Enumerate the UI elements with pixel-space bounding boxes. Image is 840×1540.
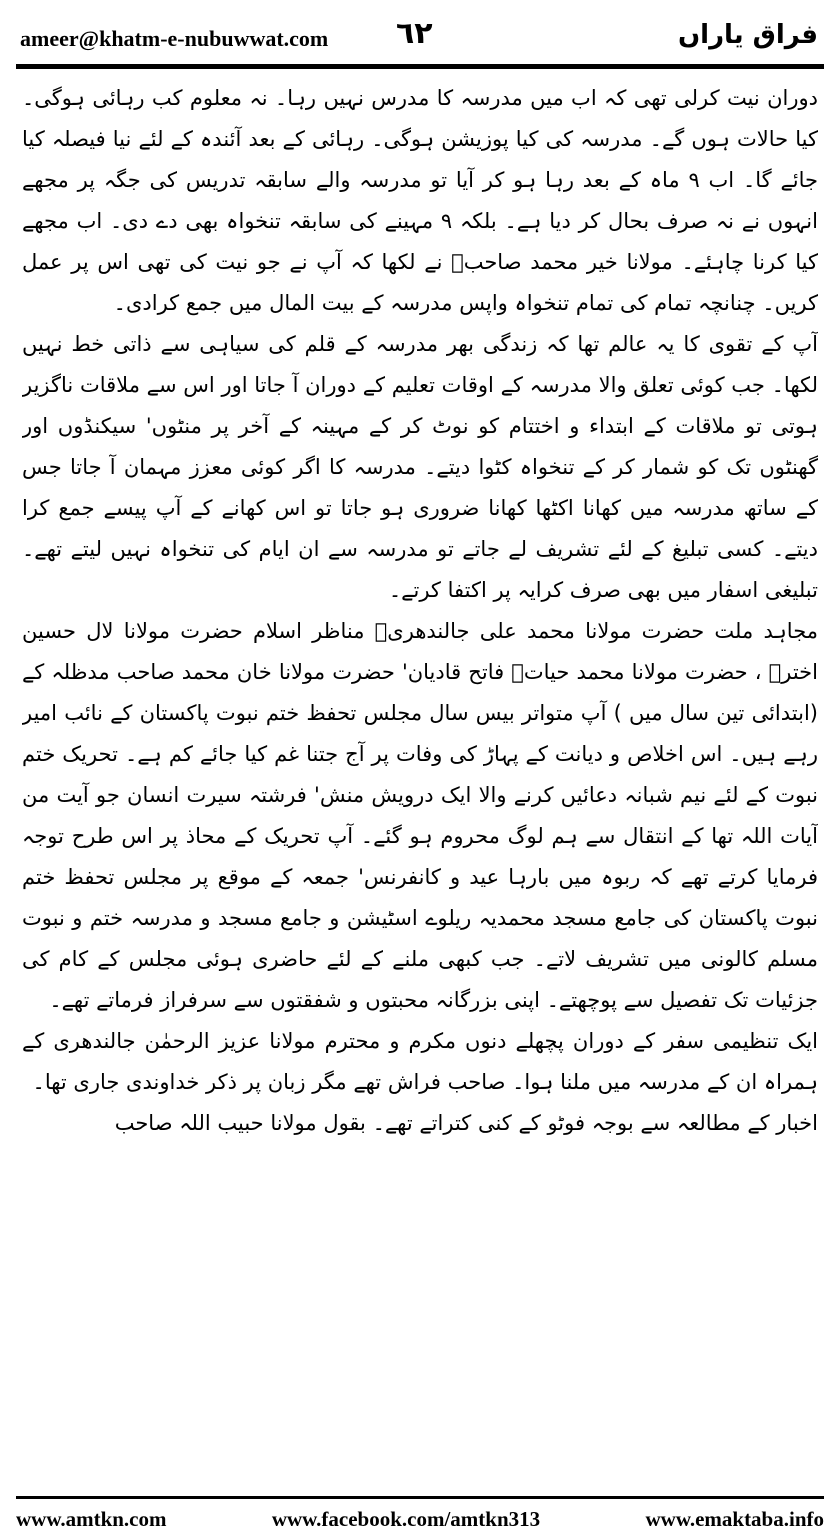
paragraph-4: ایک تنظیمی سفر کے دوران پچھلے دنوں مکرم و محترم مولانا عزیز الرحمٰن جالندھری کے ہمراہ ان کے مدرسہ میں ملنا ہوا۔ صاحب فراش تھے مگر زبان پر ذکر خداوندی جاری تھا۔ — [22, 1029, 818, 1094]
footer-link-amtkn[interactable]: www.amtkn.com — [16, 1506, 167, 1531]
header-divider — [16, 64, 824, 69]
header-email[interactable]: ameer@khatm-e-nubuwwat.com — [20, 26, 329, 51]
page-header — [16, 14, 824, 60]
page-footer — [16, 1502, 824, 1536]
paragraph-2: آپ کے تقوی کا یہ عالم تھا کہ زندگی بھر مدرسہ کے قلم کی سیاہی سے ذاتی خط نہیں لکھا۔ جب کوئی تعلق والا مدرسہ کے اوقات تعلیم کے دوران آ جاتا اور اس سے ملاقات ناگزیر ہوتی تو ملاقات کے ابتداء و اختتام کو نوٹ کر کے مہینہ کے آخر پر منٹوں' سیکنڈوں اور گھنٹوں تک کو شمار کر کے تنخواہ کٹوا دیتے۔ مدرسہ کا اگر کوئی معزز مہمان آ جاتا جس کے ساتھ مدرسہ میں کھانا اکٹھا کھانا ضروری ہو جاتا تو اس کھانے کے آپ پیسے جمع کرا دیتے۔ کسی تبلیغ کے لئے تشریف لے جاتے تو مدرسہ سے ان ایام کی تنخواہ نہیں لیتے تھے۔ تبلیغی اسفار میں بھی صرف کرایہ پر اکتفا کرتے۔ — [22, 332, 818, 602]
page-body — [22, 78, 818, 1488]
page-number: ٦٢ — [396, 16, 433, 51]
footer-link-facebook[interactable]: www.facebook.com/amtkn313 — [271, 1506, 541, 1531]
footer-link-emaktaba[interactable]: www.emaktaba.info — [645, 1506, 824, 1531]
book-title: فراق یاراں — [677, 20, 818, 50]
footer-divider — [16, 1496, 824, 1499]
paragraph-3: مجاہد ملت حضرت مولانا محمد علی جالندھریؒ مناظر اسلام حضرت مولانا لال حسین اخترؒ ، حضرت مولانا محمد حیاتؒ فاتح قادیان' حضرت مولانا خان محمد صاحب مدظلہ کے (ابتدائی تین سال میں ) آپ متواتر بیس سال مجلس تحفظ ختم نبوت پاکستان کے نائب امیر رہے ہیں۔ اس اخلاص و دیانت کے پہاڑ کی وفات پر آج جتنا غم کیا جائے کم ہے۔ تحریک ختم نبوت کے لئے نیم شبانہ دعائیں کرنے والا ایک درویش منش' فرشتہ سیرت انسان جو آیت من آیات اللہ تھا کے انتقال سے ہم لوگ محروم ہو گئے۔ آپ تحریک کے محاذ پر اس طرح توجہ فرمایا کرتے تھے کہ ربوہ میں بارہا عید و کانفرنس' جمعہ کے موقع پر مجلس تحفظ ختم نبوت پاکستان کی جامع مسجد محمدیہ ریلوے اسٹیشن و جامع مسجد و مدرسہ ختم و نبوت مسلم کالونی میں تشریف لاتے۔ جب کبھی ملنے کے لئے حاضری ہوئی مجلس کے کام کی جزئیات تک تفصیل سے پوچھتے۔ اپنی بزرگانہ محبتوں و شفقتوں سے سرفراز فرماتے تھے۔ — [22, 619, 818, 1012]
paragraph-1: دوران نیت کرلی تھی کہ اب میں مدرسہ کا مدرس نہیں رہا۔ نہ معلوم کب رہائی ہوگی۔ کیا حالات ہوں گے۔ مدرسہ کی کیا پوزیشن ہوگی۔ رہائی کے بعد آئندہ کے لئے نیا فیصلہ کیا جائے گا۔ اب ۹ ماہ کے بعد رہا ہو کر آیا تو مدرسہ والے سابقہ تدریس کی جگہ پر مجھے انہوں نے نہ صرف بحال کر دیا ہے۔ بلکہ ۹ مہینے کی سابقہ تنخواہ بھی دے دی۔ اب مجھے کیا کرنا چاہئے۔ مولانا خیر محمد صاحبؒ نے لکھا کہ آپ نے جو نیت کی تھی اس پر عمل کریں۔ چنانچہ تمام کی تمام تنخواہ واپس مدرسہ کے بیت المال میں جمع کرادی۔ — [22, 86, 818, 315]
paragraph-5: اخبار کے مطالعہ سے بوجہ فوٹو کے کنی کتراتے تھے۔ بقول مولانا حبیب اللہ صاحب — [114, 1111, 818, 1135]
